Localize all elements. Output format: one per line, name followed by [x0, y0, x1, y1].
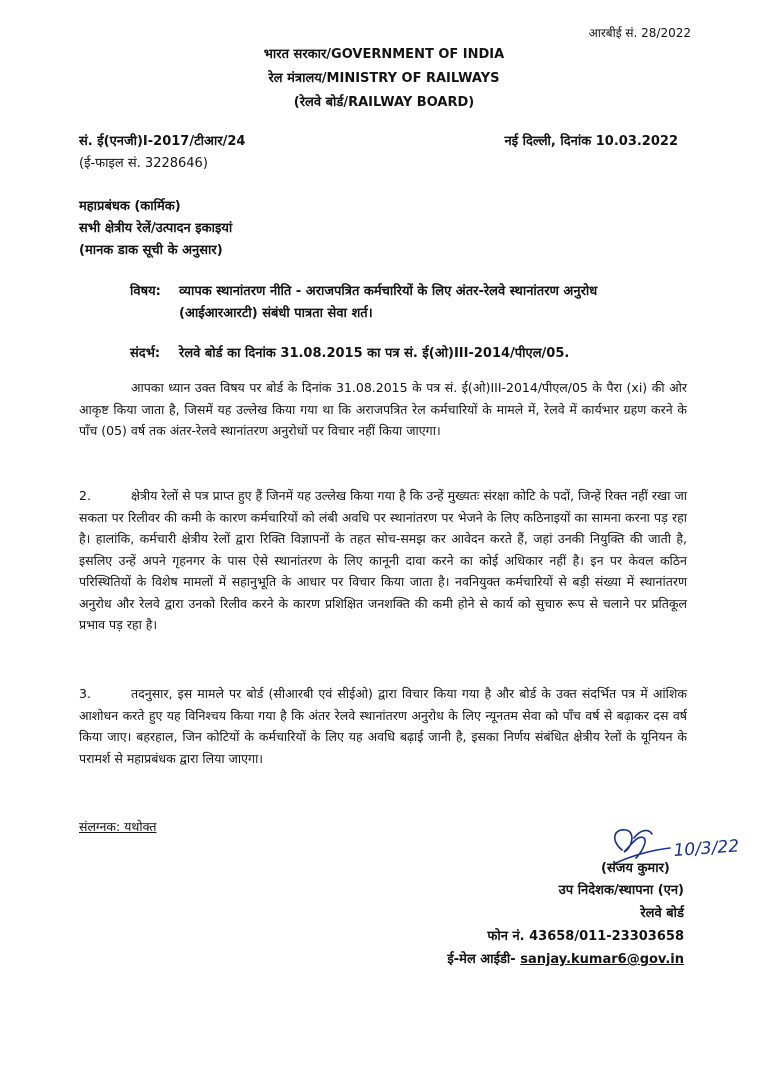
signatory-name: (संजय कुमार)	[601, 861, 670, 876]
circular-number: आरबीई सं. 28/2022	[588, 26, 691, 40]
email-link[interactable]: sanjay.kumar6@gov.in	[520, 952, 684, 967]
addressee-line-2: सभी क्षेत्रीय रेलें/उत्पादन इकाइयां	[79, 221, 233, 236]
subject-label: विषय:	[130, 284, 161, 299]
paragraph-1	[79, 377, 687, 442]
paragraph-1-text: आपका ध्यान उक्त विषय पर बोर्ड के दिनांक 31.08.2015 के पत्र सं. ई(ओ)III-2014/पीएल/05 के पैरा (xi) की ओर आकृष्ट किया जाता है, जिसमें यह उल्लेख किया गया था कि अराजपत्रित रेल कर्मचारियों के मामले में, रेलवे में कार्यभार ग्रहण करने के पाँच (05) वर्ष तक अंतर-रेलवे स्थानांतरण अनुरोधों पर विचार नहीं किया जाएगा।	[79, 380, 687, 438]
paragraph-3	[79, 683, 687, 769]
reference-label: संदर्भ:	[130, 346, 161, 361]
email-label: ई-मेल आईडी-	[447, 952, 516, 967]
place-date: नई दिल्ली, दिनांक 10.03.2022	[504, 134, 678, 149]
efile-number: (ई-फाइल सं. 3228646)	[79, 156, 208, 171]
paragraph-3-number: 3.	[79, 686, 91, 701]
signatory-organisation: रेलवे बोर्ड	[640, 906, 684, 921]
addressee-line-1: महाप्रबंधक (कार्मिक)	[79, 199, 181, 214]
subject-line-2: (आईआरआरटी) संबंधी पात्रता सेवा शर्त।	[179, 306, 373, 321]
paragraph-2-text: क्षेत्रीय रेलों से पत्र प्राप्त हुए हैं जिनमें यह उल्लेख किया गया है कि उन्हें मुख्यतः संरक्षा कोटि के पदों, जिन्हें रिक्त नहीं रखा जा सकता पर रिलीवर की कमी के कारण कर्मचारियों को लंबी अवधि पर स्थानांतरण पर भेजने के लिए कठिनाइयों का सामना करना पड़ रहा है। हालांकि, कर्मचारी क्षेत्रीय रेलों द्वारा रिक्ति विज्ञापनों के तहत सोच-समझ कर आवेदन करते हैं, जहां उनकी नियुक्ति की जाती है, इसलिए उन्हें अपने गृहनगर के पास ऐसे स्थानांतरण के लिए कानूनी दावा करने का कोई अधिकार नहीं है। इन पर केवल कठिन परिस्थितियों के विशेष मामलों में सहानुभूति के आधार पर विचार किया जाता है। नवनियुक्त कर्मचारियों से बड़ी संख्या में स्थानांतरण अनुरोध और रेलवे द्वारा उनको रिलीव करने के कारण प्रशिक्षित जनशक्ति की कमी होने से कार्य को सुचारु रूप से चलाने पर प्रतिकूल प्रभाव पड़ रहा है।	[79, 488, 687, 632]
signature-date: 10/3/22	[672, 836, 740, 861]
header-board: (रेलवे बोर्ड/RAILWAY BOARD)	[293, 95, 475, 110]
signatory-designation: उप निदेशक/स्थापना (एन)	[558, 883, 684, 898]
paragraph-3-text: तदनुसार, इस मामले पर बोर्ड (सीआरबी एवं सीईओ) द्वारा विचार किया गया है और बोर्ड के उक्त संदर्भित पत्र में आंशिक आशोधन करते हुए यह विनिश्चय किया गया है कि अंतर रेलवे स्थानांतरण अनुरोध के लिए न्यूनतम सेवा को पाँच वर्ष से बढ़ाकर दस वर्ष किया जाए। बहरहाल, जिन कोटियों के कर्मचारियों के लिए यह अवधि बढ़ाई जानी है, इसका निर्णय संबंधित क्षेत्रीय रेलों के यूनियन के परामर्श से महाप्रबंधक द्वारा लिया जाएगा।	[79, 686, 687, 766]
header-ministry: रेल मंत्रालय/MINISTRY OF RAILWAYS	[268, 71, 500, 86]
enclosure: संलग्नक: यथोक्त	[79, 819, 157, 834]
reference-text: रेलवे बोर्ड का दिनांक 31.08.2015 का पत्र सं. ई(ओ)III-2014/पीएल/05.	[179, 346, 570, 361]
signatory-phone: फोन नं. 43658/011-23303658	[487, 929, 684, 944]
letter-number: सं. ई(एनजी)I-2017/टीआर/24	[79, 134, 246, 149]
header-government: भारत सरकार/GOVERNMENT OF INDIA	[263, 47, 505, 62]
signatory-email-line	[447, 949, 684, 967]
addressee-line-3: (मानक डाक सूची के अनुसार)	[79, 243, 223, 258]
paragraph-2	[79, 485, 687, 636]
paragraph-2-number: 2.	[79, 488, 91, 503]
subject-line-1: व्यापक स्थानांतरण नीति - अराजपत्रित कर्मचारियों के लिए अंतर-रेलवे स्थानांतरण अनुरोध	[179, 284, 598, 299]
